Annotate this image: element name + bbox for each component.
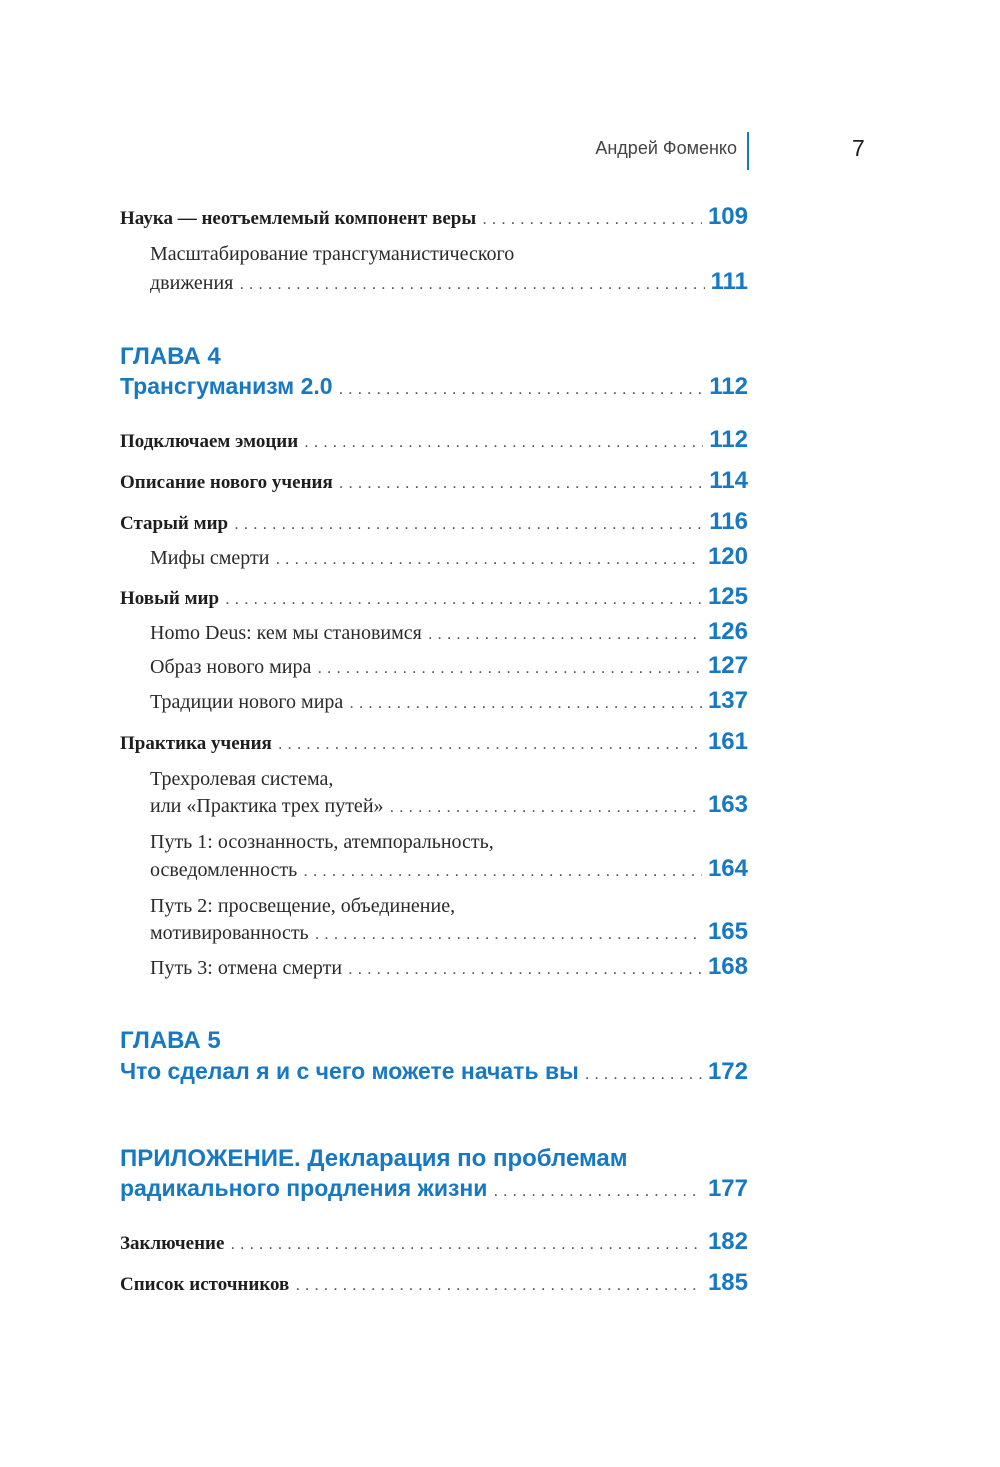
toc-entry-page: 137 <box>707 687 748 714</box>
toc-entry-title: Традиции нового мира <box>150 691 344 713</box>
toc-entry-page: 126 <box>707 618 748 645</box>
toc-entry-page: 111 <box>710 268 748 295</box>
dot-leader <box>234 514 703 534</box>
toc-entry-scaling-line1: Масштабирование трансгуманистического <box>150 243 515 265</box>
toc-entry-emotions[interactable] <box>120 426 748 460</box>
dot-leader <box>317 658 702 678</box>
toc-entry-scaling[interactable] <box>150 268 748 302</box>
toc-entry-path2[interactable] <box>150 918 748 952</box>
toc-entry-old-world[interactable] <box>120 508 748 542</box>
running-header-author: Андрей Фоменко <box>595 138 737 158</box>
dot-leader <box>493 1181 702 1201</box>
toc-entry-homo-deus[interactable] <box>150 618 748 652</box>
toc-entry-death-myths[interactable] <box>150 543 748 577</box>
toc-entry-title: движения <box>150 272 234 294</box>
toc-entry-title: Новый мир <box>120 588 220 609</box>
toc-entry-title: Практика учения <box>120 733 272 754</box>
dot-leader <box>348 959 702 979</box>
dot-leader <box>295 1275 702 1295</box>
toc-entry-title: Подключаем эмоции <box>120 431 299 452</box>
toc-entry-title: Старый мир <box>120 513 229 534</box>
toc-entry-page: 185 <box>707 1269 748 1296</box>
chapter-title: Что сделал я и с чего можете начать вы <box>120 1058 579 1084</box>
toc-entry-title: мотивированность <box>150 922 309 944</box>
toc-entry-title: Список источников <box>120 1274 290 1295</box>
toc-entry-page: 125 <box>707 583 748 610</box>
toc-entry-three-role-line1: Трехролевая система, <box>150 768 334 790</box>
toc-entry-page: 109 <box>707 203 748 230</box>
toc-entry-path2-line1: Путь 2: просвещение, объединение, <box>150 895 456 917</box>
dot-leader <box>239 274 704 294</box>
appendix-title-line1: ПРИЛОЖЕНИЕ. Декларация по проблемам <box>120 1145 628 1172</box>
toc-entry-page: 172 <box>707 1058 748 1085</box>
page-number: 7 <box>852 135 865 161</box>
toc-entry-page: 116 <box>709 508 748 535</box>
dot-leader <box>339 473 704 493</box>
toc-entry-page: 120 <box>707 543 748 570</box>
toc-entry-title: Homo Deus: кем мы становимся <box>150 622 422 644</box>
chapter-title: Трансгуманизм 2.0 <box>120 373 333 399</box>
dot-leader <box>225 589 702 609</box>
toc-entry-new-world-traditions[interactable] <box>150 687 748 721</box>
toc-entry-conclusion[interactable] <box>120 1228 748 1262</box>
toc-entry-title: Заключение <box>120 1233 225 1254</box>
dot-leader <box>339 379 704 399</box>
toc-entry-path3[interactable] <box>150 953 748 987</box>
toc-entry-page: 163 <box>707 791 748 818</box>
chapter-4-label: ГЛАВА 4 <box>120 343 221 370</box>
dot-leader <box>304 432 703 452</box>
toc-entry-three-role[interactable] <box>150 791 748 825</box>
toc-entry-page: 182 <box>707 1228 748 1255</box>
chapter-5-label: ГЛАВА 5 <box>120 1027 221 1054</box>
dot-leader <box>482 209 702 229</box>
toc-entry-page: 165 <box>707 918 748 945</box>
toc-entry-page: 127 <box>707 652 748 679</box>
toc-entry-path1[interactable] <box>150 855 748 889</box>
toc-entry-sources[interactable] <box>120 1269 748 1303</box>
toc-entry-page: 177 <box>707 1175 748 1202</box>
toc-entry-title: Путь 3: отмена смерти <box>150 957 343 979</box>
toc-entry-appendix[interactable] <box>120 1175 748 1209</box>
dot-leader <box>390 797 702 817</box>
dot-leader <box>275 549 701 569</box>
toc-entry-title: осведомленность <box>150 859 298 881</box>
toc-entry-page: 112 <box>709 373 748 400</box>
dot-leader <box>428 624 702 644</box>
dot-leader <box>303 861 702 881</box>
toc-entry-new-teaching[interactable] <box>120 467 748 501</box>
toc-entry-path1-line1: Путь 1: осознанность, атемпоральность, <box>150 831 494 853</box>
toc-entry-science[interactable] <box>120 203 748 237</box>
dot-leader <box>230 1234 702 1254</box>
dot-leader <box>349 693 702 713</box>
toc-entry-chapter-4[interactable] <box>120 373 748 407</box>
header-divider <box>747 132 749 170</box>
toc-entry-title: или «Практика трех путей» <box>150 795 384 817</box>
toc-entry-title: Мифы смерти <box>150 547 270 569</box>
toc-entry-title: Образ нового мира <box>150 656 312 678</box>
dot-leader <box>278 734 702 754</box>
toc-entry-title: Описание нового учения <box>120 472 333 493</box>
toc-entry-new-world-image[interactable] <box>150 652 748 686</box>
toc-entry-page: 161 <box>707 728 748 755</box>
toc-entry-page: 164 <box>707 855 748 882</box>
toc-entry-page: 168 <box>707 953 748 980</box>
dot-leader <box>585 1064 702 1084</box>
toc-entry-page: 112 <box>709 426 748 453</box>
toc-entry-page: 114 <box>709 467 748 494</box>
toc-entry-practice[interactable] <box>120 728 748 762</box>
toc-entry-title: Наука — неотъемлемый компонент веры <box>120 208 477 229</box>
toc-entry-new-world[interactable] <box>120 583 748 617</box>
toc-entry-chapter-5[interactable] <box>120 1058 748 1092</box>
dot-leader <box>315 924 702 944</box>
chapter-title: радикального продления жизни <box>120 1175 488 1201</box>
